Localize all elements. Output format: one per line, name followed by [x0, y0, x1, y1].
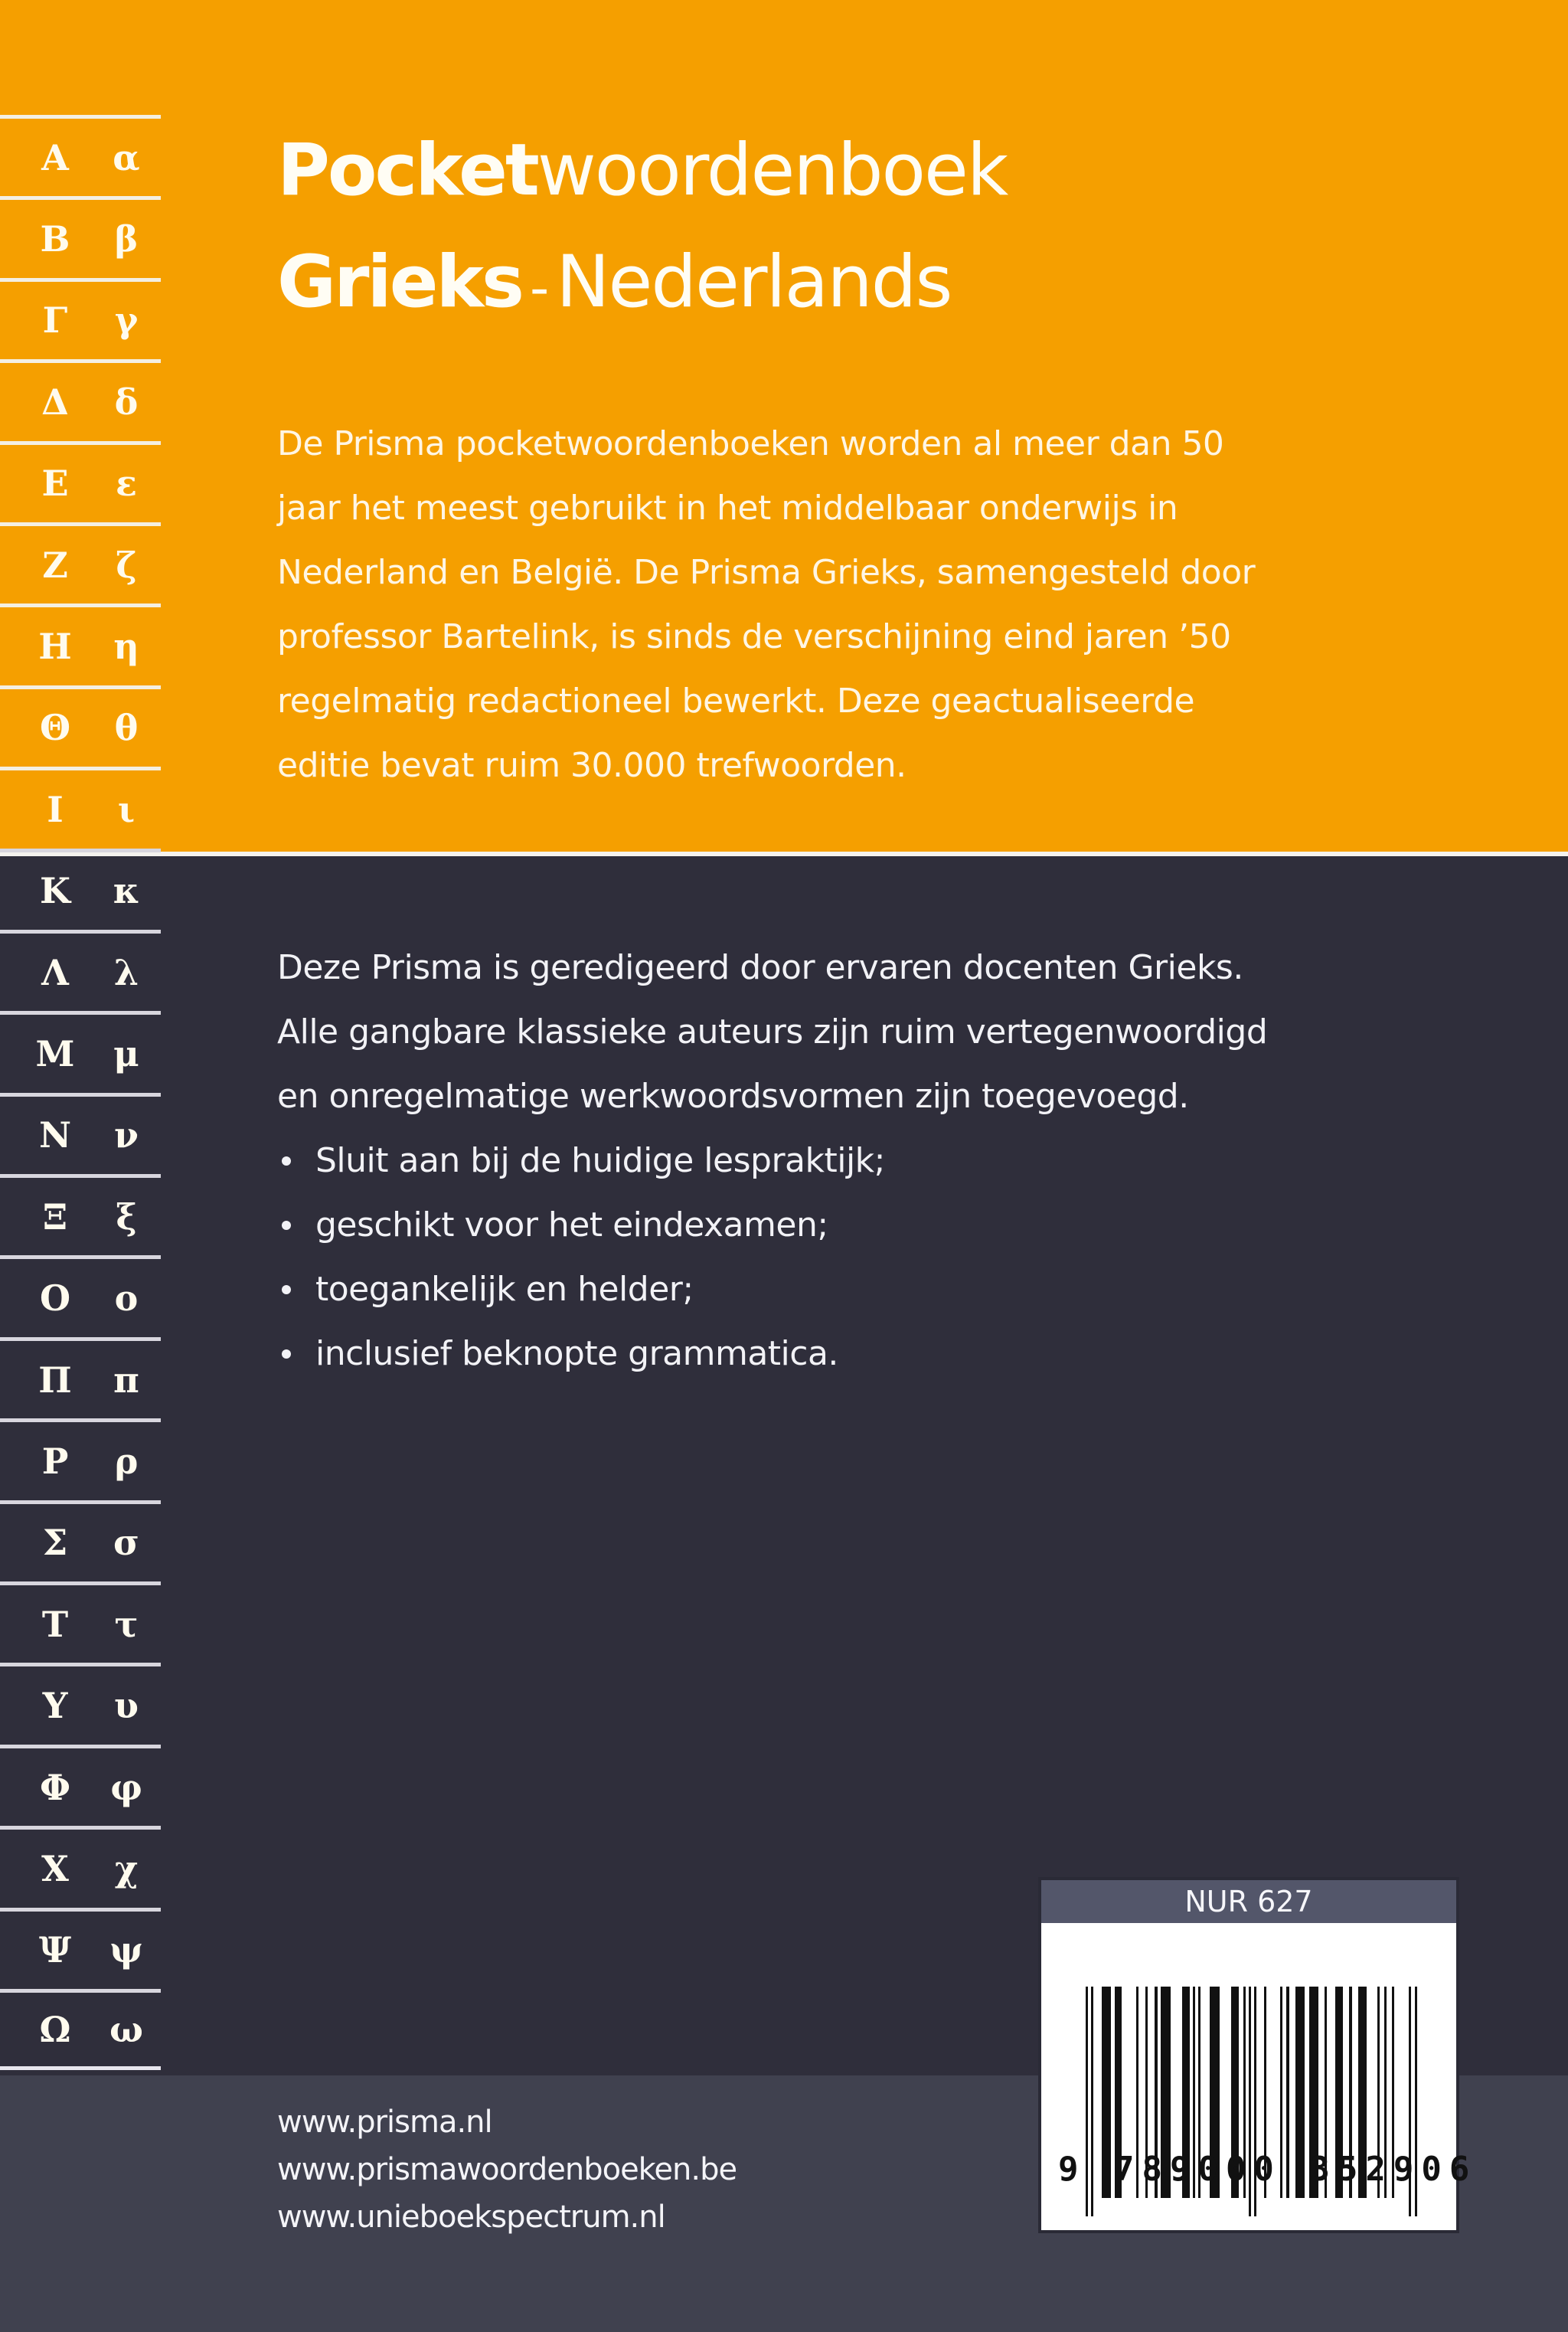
- lowercase-letter: υ: [114, 1685, 139, 1727]
- alphabet-row-eta: [0, 603, 161, 685]
- intro-line: editie bevat ruim 30.000 trefwoorden.: [277, 746, 906, 785]
- lowercase-letter: θ: [114, 707, 139, 749]
- uppercase-letter: Σ: [42, 1522, 68, 1564]
- url-prisma-nl[interactable]: www.prisma.nl: [277, 2105, 492, 2140]
- language-target: Nederlands: [556, 240, 952, 324]
- lowercase-letter: χ: [114, 1847, 139, 1889]
- alphabet-row-iota: [0, 767, 161, 848]
- alphabet-row-mu: [0, 1011, 161, 1092]
- feature-text: inclusief beknopte grammatica.: [315, 1334, 838, 1373]
- alphabet-row-xi: [0, 1174, 161, 1255]
- bullet-icon: [282, 1285, 291, 1294]
- language-separator: -: [529, 257, 549, 319]
- title-light-part: woordenboek: [537, 129, 1008, 212]
- title-line-1: [277, 115, 1007, 227]
- lowercase-letter: ξ: [116, 1195, 137, 1238]
- uppercase-letter: Κ: [40, 870, 70, 912]
- uppercase-letter: Β: [40, 218, 70, 260]
- lowercase-letter: π: [113, 1359, 139, 1401]
- feature-list: [277, 1129, 1517, 1386]
- alphabet-row-rho: [0, 1418, 161, 1500]
- url-unieboekspectrum-nl[interactable]: www.unieboekspectrum.nl: [277, 2200, 665, 2235]
- feature-item: [277, 1258, 1517, 1322]
- uppercase-letter: Μ: [35, 1032, 75, 1074]
- uppercase-letter: Ε: [41, 463, 69, 505]
- lowercase-letter: λ: [113, 951, 139, 993]
- alphabet-row-chi: [0, 1826, 161, 1907]
- publisher-urls: [277, 2098, 737, 2241]
- alphabet-row-zeta: [0, 522, 161, 603]
- description-line: Alle gangbare klassieke auteurs zijn ruim vertegenwoordigd: [277, 1012, 1268, 1052]
- title-bold-part: Pocket: [277, 129, 537, 212]
- bullet-icon: [282, 1221, 291, 1230]
- uppercase-letter: Ν: [38, 1114, 72, 1156]
- lowercase-letter: δ: [114, 381, 139, 423]
- lowercase-letter: ρ: [114, 1440, 139, 1482]
- uppercase-letter: Α: [41, 136, 69, 178]
- feature-item: [277, 1129, 1517, 1193]
- uppercase-letter: Τ: [41, 1603, 69, 1645]
- intro-line: jaar het meest gebruikt in het middelbaar onderwijs in: [277, 489, 1178, 528]
- lowercase-letter: ψ: [109, 1929, 143, 1971]
- title-line-2: [277, 227, 1007, 344]
- feature-item: [277, 1322, 1517, 1386]
- description-block: [277, 936, 1517, 1386]
- uppercase-letter: Ρ: [41, 1440, 69, 1482]
- intro-line: Nederland en België. De Prisma Grieks, samengesteld door: [277, 553, 1256, 592]
- lowercase-letter: ε: [116, 463, 137, 505]
- uppercase-letter: Ι: [47, 788, 64, 830]
- description-line: en onregelmatige werkwoordsvormen zijn toegevoegd.: [277, 1077, 1189, 1116]
- alphabet-row-tau: [0, 1581, 161, 1663]
- alphabet-row-epsilon: [0, 441, 161, 522]
- uppercase-letter: Υ: [42, 1685, 68, 1727]
- uppercase-letter: Ψ: [38, 1929, 72, 1971]
- lowercase-letter: ω: [109, 2009, 143, 2051]
- alphabet-row-omega: [0, 1989, 161, 2070]
- intro-line: professor Bartelink, is sinds de verschijning eind jaren ’50: [277, 617, 1231, 656]
- isbn-barcode: [1041, 1880, 1478, 2230]
- uppercase-letter: Δ: [41, 381, 69, 423]
- alphabet-row-psi: [0, 1908, 161, 1989]
- alphabet-row-lambda: [0, 930, 161, 1011]
- uppercase-letter: Η: [38, 626, 72, 668]
- lowercase-letter: σ: [113, 1522, 139, 1564]
- intro-line: regelmatig redactioneel bewerkt. Deze geactualiseerde: [277, 682, 1195, 721]
- uppercase-letter: Φ: [39, 1766, 71, 1808]
- feature-item: [277, 1193, 1517, 1258]
- feature-text: toegankelijk en helder;: [315, 1270, 694, 1309]
- lowercase-letter: ν: [114, 1114, 139, 1156]
- lowercase-letter: φ: [110, 1766, 142, 1808]
- lowercase-letter: μ: [113, 1032, 139, 1074]
- isbn-number: 9 789000 352906: [1058, 2150, 1478, 2189]
- alphabet-row-kappa: [0, 849, 161, 930]
- alphabet-row-beta: [0, 196, 161, 277]
- bullet-icon: [282, 1156, 291, 1166]
- bullet-icon: [282, 1349, 291, 1359]
- lowercase-letter: β: [114, 218, 139, 260]
- lowercase-letter: η: [113, 626, 139, 668]
- alphabet-row-phi: [0, 1745, 161, 1826]
- alphabet-row-theta: [0, 685, 161, 767]
- lowercase-letter: τ: [114, 1603, 139, 1645]
- uppercase-letter: Ω: [39, 2009, 71, 2051]
- feature-text: Sluit aan bij de huidige lespraktijk;: [315, 1141, 885, 1180]
- alphabet-row-pi: [0, 1337, 161, 1418]
- intro-paragraph: [277, 412, 1502, 798]
- lowercase-letter: κ: [113, 870, 140, 912]
- uppercase-letter: Λ: [41, 951, 69, 993]
- alphabet-row-alpha: [0, 115, 161, 196]
- book-title: [277, 115, 1007, 344]
- alphabet-row-gamma: [0, 278, 161, 359]
- lowercase-letter: ζ: [116, 544, 137, 586]
- uppercase-letter: Γ: [42, 299, 68, 342]
- uppercase-letter: Θ: [39, 707, 71, 749]
- url-prismawoordenboeken-be[interactable]: www.prismawoordenboeken.be: [277, 2152, 737, 2187]
- alphabet-row-nu: [0, 1093, 161, 1174]
- intro-line: De Prisma pocketwoordenboeken worden al meer dan 50: [277, 424, 1224, 463]
- uppercase-letter: Ζ: [42, 544, 68, 586]
- lowercase-letter: α: [113, 136, 140, 178]
- alphabet-row-delta: [0, 359, 161, 440]
- uppercase-letter: Χ: [41, 1847, 69, 1889]
- description-line: Deze Prisma is geredigeerd door ervaren docenten Grieks.: [277, 948, 1243, 987]
- alphabet-row-upsilon: [0, 1663, 161, 1744]
- uppercase-letter: Ξ: [42, 1195, 68, 1238]
- nur-code: NUR 627: [1041, 1880, 1456, 1923]
- uppercase-letter: Ο: [39, 1277, 71, 1320]
- greek-alphabet-index: [0, 115, 161, 2070]
- lowercase-letter: ο: [114, 1277, 139, 1320]
- alphabet-row-sigma: [0, 1500, 161, 1581]
- language-source: Grieks: [277, 240, 522, 324]
- lowercase-letter: ι: [117, 788, 136, 830]
- uppercase-letter: Π: [38, 1359, 72, 1401]
- alphabet-row-omicron: [0, 1255, 161, 1336]
- feature-text: geschikt voor het eindexamen;: [315, 1205, 828, 1244]
- lowercase-letter: γ: [114, 299, 139, 342]
